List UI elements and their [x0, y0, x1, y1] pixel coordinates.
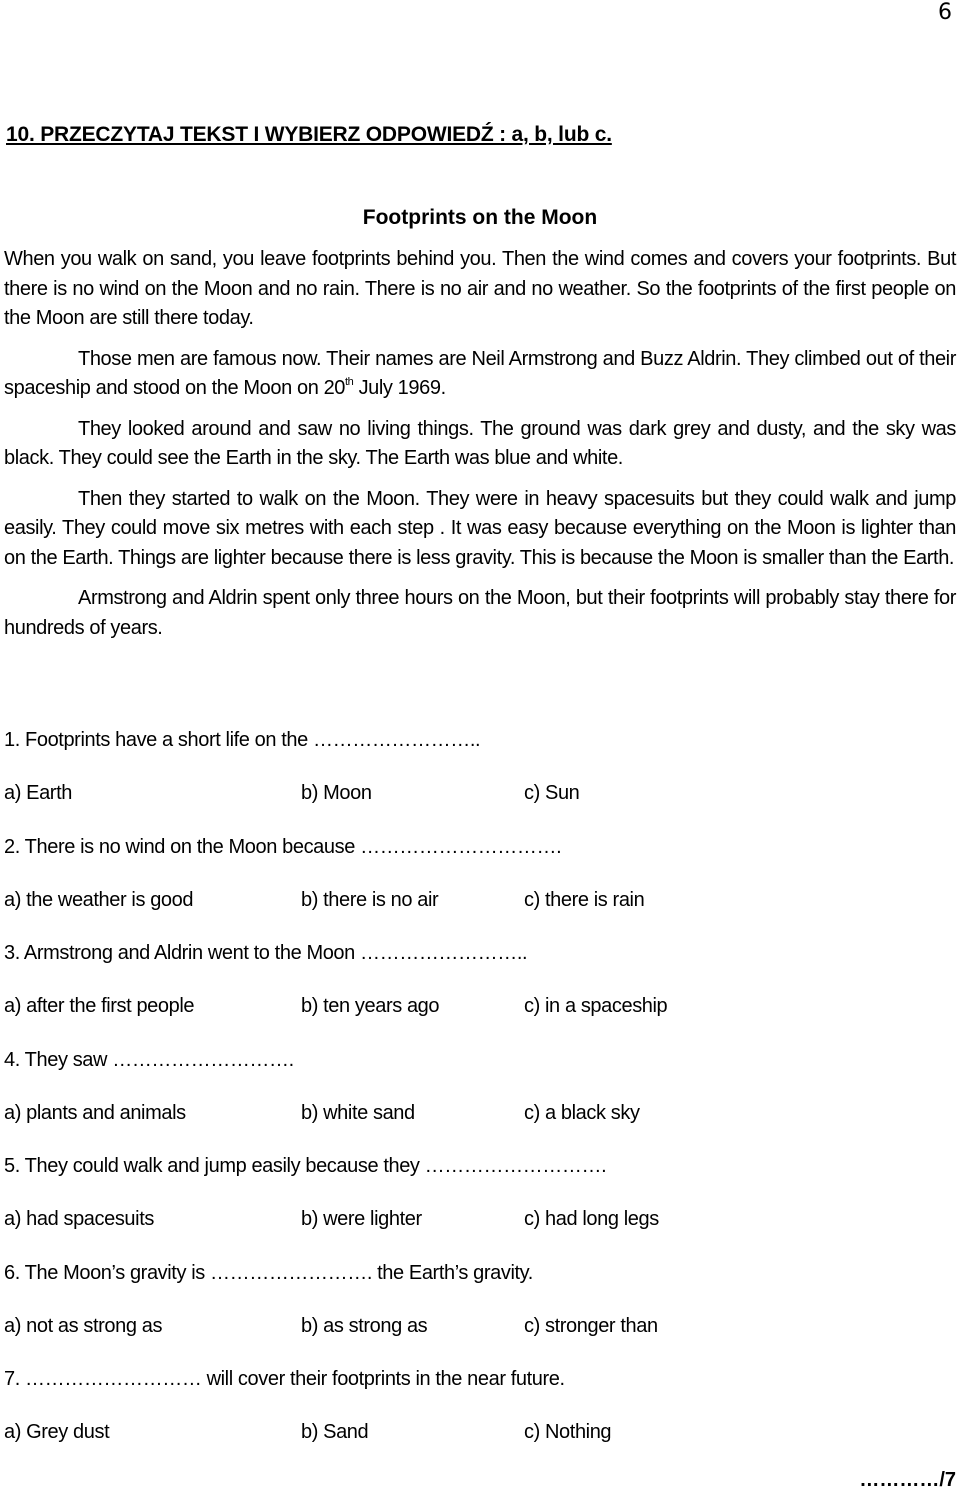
- task-heading: 10. PRZECZYTAJ TEKST I WYBIERZ ODPOWIEDŹ : a, b, lub c.: [6, 123, 612, 146]
- option-b[interactable]: b) there is no air: [301, 888, 439, 911]
- question-text: 5. They could walk and jump easily because they ……………………….: [4, 1155, 607, 1177]
- answer-options: [4, 1098, 954, 1151]
- option-c[interactable]: c) in a spaceship: [524, 995, 668, 1017]
- option-b[interactable]: b) white sand: [301, 1101, 415, 1124]
- option-b[interactable]: b) were lighter: [301, 1208, 422, 1230]
- option-a[interactable]: a) Grey dust: [4, 1421, 110, 1443]
- question-1: [4, 725, 954, 832]
- question-6: [4, 1258, 954, 1365]
- option-c[interactable]: c) had long legs: [524, 1208, 659, 1230]
- option-a[interactable]: a) not as strong as: [4, 1314, 163, 1337]
- answer-options: [4, 991, 954, 1044]
- story-paragraph-4: Then they started to walk on the Moon. They were in heavy spacesuits but they could walk and jump easily. They could move six metres with each step . It was easy because everything on the Moon is lighter than on the Earth. Things are lighter because there is less gravity. This is because the Moon is smaller than the Earth.: [4, 487, 956, 569]
- option-a[interactable]: a) after the first people: [4, 995, 195, 1017]
- option-c[interactable]: c) stronger than: [524, 1314, 658, 1337]
- option-b[interactable]: b) Moon: [301, 782, 372, 804]
- question-text: 6. The Moon’s gravity is ……………………. the Earth’s gravity.: [4, 1261, 533, 1284]
- option-c[interactable]: c) Sun: [524, 782, 580, 804]
- question-5: [4, 1151, 954, 1258]
- page-number: 6: [938, 0, 952, 25]
- question-text: 7. ……………………… will cover their footprints in the near future.: [4, 1368, 565, 1390]
- question-2: [4, 832, 954, 939]
- question-list: [4, 725, 954, 1471]
- question-text: 4. They saw ……………………….: [4, 1048, 294, 1071]
- answer-options: [4, 1311, 954, 1364]
- question-text: 1. Footprints have a short life on the ……………………..: [4, 729, 481, 751]
- answer-options: [4, 1417, 954, 1470]
- story-text: [4, 245, 956, 654]
- option-a[interactable]: a) Earth: [4, 782, 72, 804]
- question-3: [4, 938, 954, 1045]
- ordinal-suffix: th: [345, 376, 354, 388]
- option-c[interactable]: c) there is rain: [524, 888, 645, 911]
- story-paragraph-5: Armstrong and Aldrin spent only three hours on the Moon, but their footprints will probably stay there for hundreds of years.: [4, 587, 956, 639]
- option-c[interactable]: c) Nothing: [524, 1421, 612, 1443]
- question-4: [4, 1045, 954, 1152]
- option-a[interactable]: a) had spacesuits: [4, 1208, 154, 1230]
- question-text: 2. There is no wind on the Moon because ………………………….: [4, 835, 562, 858]
- answer-options: [4, 885, 954, 938]
- answer-options: [4, 1204, 954, 1257]
- option-b[interactable]: b) Sand: [301, 1421, 369, 1443]
- answer-options: [4, 778, 954, 831]
- option-a[interactable]: a) the weather is good: [4, 888, 194, 911]
- story-paragraph-3: They looked around and saw no living things. The ground was dark grey and dusty, and the sky was black. They could see the Earth in the sky. The Earth was blue and white.: [4, 417, 956, 469]
- option-b[interactable]: b) ten years ago: [301, 995, 440, 1017]
- story-paragraph-2: [4, 345, 956, 404]
- option-c[interactable]: c) a black sky: [524, 1101, 640, 1124]
- question-text: 3. Armstrong and Aldrin went to the Moon ……………………..: [4, 942, 528, 964]
- score-field[interactable]: …………/7: [859, 1469, 956, 1491]
- question-7: [4, 1364, 954, 1471]
- story-paragraph-2-text: Those men are famous now. Their names are Neil Armstrong and Buzz Aldrin. They climbed out of their spaceship and stood on the Moon on 20: [4, 347, 956, 399]
- story-paragraph-2-end: July 1969.: [353, 377, 446, 399]
- option-a[interactable]: a) plants and animals: [4, 1101, 186, 1124]
- story-title: Footprints on the Moon: [362, 206, 598, 229]
- option-b[interactable]: b) as strong as: [301, 1314, 428, 1337]
- story-paragraph-1: When you walk on sand, you leave footprints behind you. Then the wind comes and covers your footprints. But there is no wind on the Moon and no rain. There is no air and no weather. So the footprints of the first people on the Moon are still there today.: [4, 248, 956, 329]
